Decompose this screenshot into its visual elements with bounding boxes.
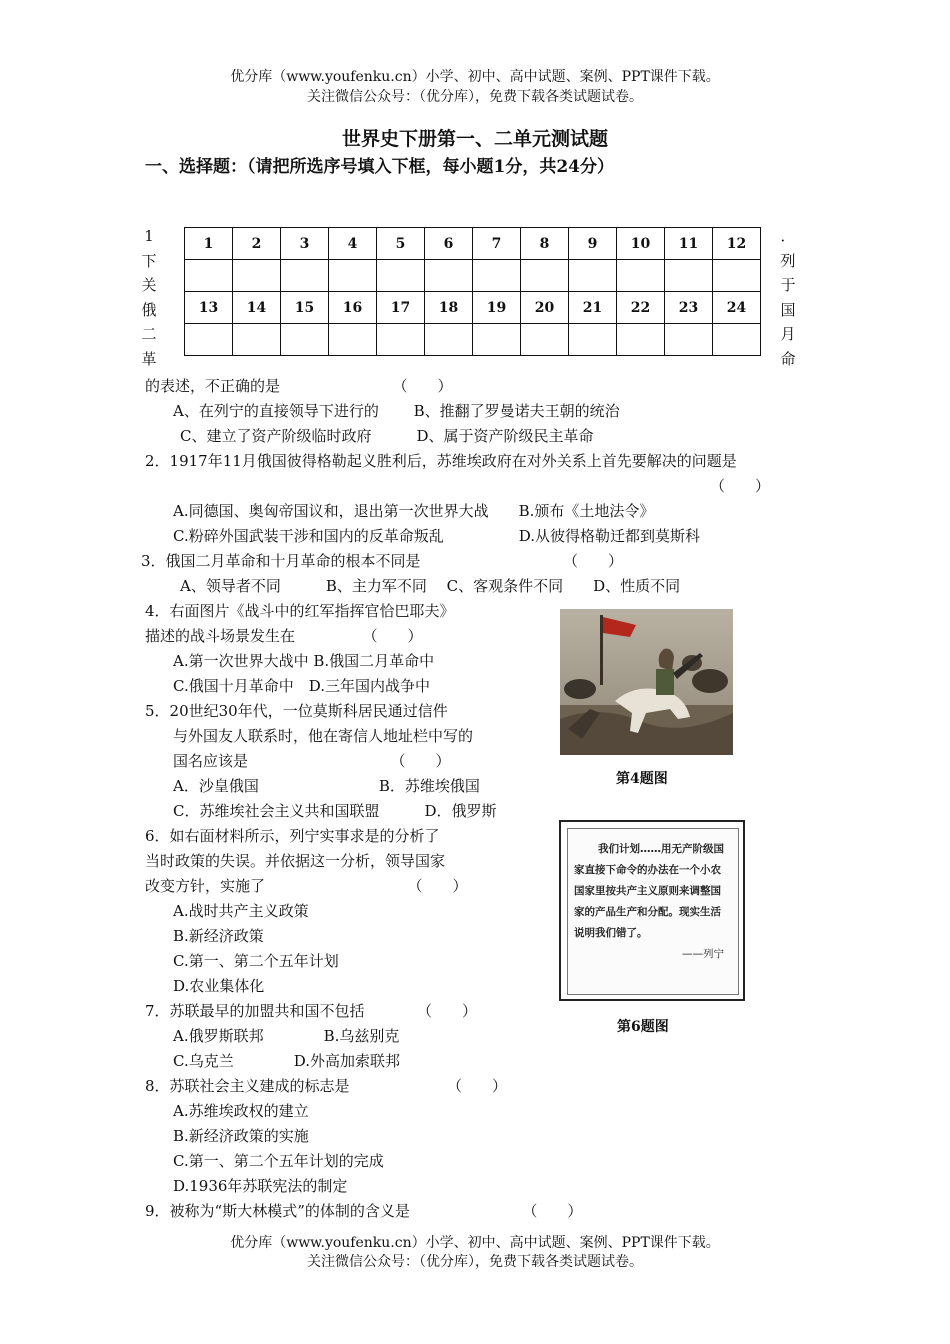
answer-cell[interactable] bbox=[281, 324, 329, 356]
answer-cell[interactable] bbox=[665, 324, 713, 356]
grid-number: 10 bbox=[617, 228, 665, 260]
q1-char: 下 bbox=[141, 251, 157, 270]
section-heading: 一、选择题：（请把所选序号填入下框，每小题1分，共24分） bbox=[145, 157, 614, 177]
answer-cell[interactable] bbox=[617, 260, 665, 292]
quote-line: 国家里按共产主义原则来调整国 bbox=[574, 885, 721, 897]
answer-cell[interactable] bbox=[329, 324, 377, 356]
answer-cell[interactable] bbox=[569, 260, 617, 292]
q3-stem: 3．俄国二月革命和十月革命的根本不同是 （ ） bbox=[141, 552, 624, 570]
grid-number: 16 bbox=[329, 292, 377, 324]
q2-options-ab: A.同德国、奥匈帝国议和，退出第一次世界大战 B.颁布《土地法令》 bbox=[173, 502, 655, 520]
q8-option-d: D.1936年苏联宪法的制定 bbox=[173, 1177, 348, 1195]
grid-answer-row bbox=[185, 324, 761, 356]
quote-line: 我们计划……用无产阶级国 bbox=[598, 843, 724, 855]
q6-quote-box bbox=[559, 820, 745, 1001]
header-line-2: 关注微信公众号：（优分库），免费下载各类试题试卷。 bbox=[307, 89, 643, 105]
q4-options-ab: A.第一次世界大战中 B.俄国二月革命中 bbox=[173, 652, 435, 670]
q6-quote-paper bbox=[567, 828, 739, 995]
grid-number: 1 bbox=[185, 228, 233, 260]
grid-number: 2 bbox=[233, 228, 281, 260]
q1-options-cd: C、建立了资产阶级临时政府 D、属于资产阶级民主革命 bbox=[180, 427, 594, 445]
grid-number: 3 bbox=[281, 228, 329, 260]
grid-number: 15 bbox=[281, 292, 329, 324]
grid-number: 20 bbox=[521, 292, 569, 324]
q6-stem-1: 6．如右面材料所示，列宁实事求是的分析了 bbox=[145, 827, 440, 845]
grid-number: 17 bbox=[377, 292, 425, 324]
q1-right-column bbox=[778, 224, 798, 371]
footer-line-1: 优分库（www.youfenku.cn）小学、初中、高中试题、案例、PPT课件下载。 bbox=[230, 1235, 720, 1251]
grid-number: 8 bbox=[521, 228, 569, 260]
q5-stem-3: 国名应该是 （ ） bbox=[173, 752, 451, 770]
q6-option-d: D.农业集体化 bbox=[173, 977, 265, 995]
q5-stem-1: 5．20世纪30年代，一位莫斯科居民通过信件 bbox=[145, 702, 448, 720]
answer-cell[interactable] bbox=[713, 260, 761, 292]
grid-number: 5 bbox=[377, 228, 425, 260]
answer-cell[interactable] bbox=[329, 260, 377, 292]
q9-stem: 9．被称为“斯大林模式”的体制的含义是 （ ） bbox=[145, 1202, 583, 1220]
q1-stem: 的表述，不正确的是 （ ） bbox=[145, 377, 453, 395]
quote-author: ——列宁 bbox=[682, 948, 724, 960]
q2-paren: （ ） bbox=[710, 477, 771, 495]
q1-left-column bbox=[139, 224, 159, 371]
q4-figure-caption: 第4题图 bbox=[616, 771, 668, 787]
cavalry-painting-icon bbox=[560, 609, 733, 755]
q7-options-ab: A.俄罗斯联邦 B.乌兹别克 bbox=[173, 1027, 400, 1045]
grid-header-row bbox=[185, 228, 761, 260]
q1-char: 月 bbox=[780, 325, 796, 343]
grid-number: 7 bbox=[473, 228, 521, 260]
grid-number: 4 bbox=[329, 228, 377, 260]
answer-cell[interactable] bbox=[473, 260, 521, 292]
quote-line: 说明我们错了。 bbox=[574, 927, 648, 939]
q6-stem-3: 改变方针，实施了 （ ） bbox=[145, 877, 468, 895]
grid-number: 14 bbox=[233, 292, 281, 324]
grid-header-row bbox=[185, 292, 761, 324]
q8-option-b: B.新经济政策的实施 bbox=[173, 1127, 309, 1145]
answer-cell[interactable] bbox=[233, 324, 281, 356]
q6-stem-2: 当时政策的失误。并依据这一分析，领导国家 bbox=[145, 852, 446, 870]
header-line-1: 优分库（www.youfenku.cn）小学、初中、高中试题、案例、PPT课件下载。 bbox=[230, 69, 720, 85]
answer-grid bbox=[184, 227, 761, 356]
q6-option-c: C.第一、第二个五年计划 bbox=[173, 952, 339, 970]
q4-options-cd: C.俄国十月革命中 D.三年国内战争中 bbox=[173, 677, 430, 695]
q1-char: 革 bbox=[141, 349, 157, 368]
answer-cell[interactable] bbox=[377, 260, 425, 292]
quote-line: 家的产品生产和分配。现实生活 bbox=[574, 906, 721, 918]
answer-cell[interactable] bbox=[425, 324, 473, 356]
answer-cell[interactable] bbox=[425, 260, 473, 292]
quote-line: 家直接下命令的办法在一个小农 bbox=[574, 864, 721, 876]
q2-stem: 2．1917年11月俄国彼得格勒起义胜利后，苏维埃政府在对外关系上首先要解决的问题是 bbox=[145, 452, 737, 470]
q6-option-a: A.战时共产主义政策 bbox=[173, 902, 309, 920]
q1-char: 命 bbox=[780, 349, 796, 368]
q1-char: 国 bbox=[780, 300, 796, 319]
grid-number: 18 bbox=[425, 292, 473, 324]
answer-cell[interactable] bbox=[521, 324, 569, 356]
q1-char: 关 bbox=[141, 276, 157, 294]
q1-char: 1 bbox=[144, 227, 154, 245]
answer-cell[interactable] bbox=[665, 260, 713, 292]
q1-char: 二 bbox=[141, 325, 157, 343]
footer-line-2: 关注微信公众号：（优分库），免费下载各类试题试卷。 bbox=[307, 1254, 643, 1270]
q8-stem: 8．苏联社会主义建成的标志是 （ ） bbox=[145, 1077, 508, 1095]
q6-quote-text bbox=[574, 839, 724, 965]
q7-options-cd: C.乌克兰 D.外高加索联邦 bbox=[173, 1052, 400, 1070]
q1-char: 列 bbox=[780, 251, 796, 270]
q6-figure-caption: 第6题图 bbox=[617, 1019, 669, 1035]
q7-stem: 7．苏联最早的加盟共和国不包括 （ ） bbox=[145, 1002, 478, 1020]
answer-cell[interactable] bbox=[185, 260, 233, 292]
q6-option-b: B.新经济政策 bbox=[173, 927, 264, 945]
grid-number: 23 bbox=[665, 292, 713, 324]
grid-number: 12 bbox=[713, 228, 761, 260]
grid-number: 22 bbox=[617, 292, 665, 324]
q5-options-cd: C．苏维埃社会主义共和国联盟 D．俄罗斯 bbox=[173, 802, 497, 820]
q8-option-a: A.苏维埃政权的建立 bbox=[173, 1102, 309, 1120]
answer-cell[interactable] bbox=[233, 260, 281, 292]
q4-painting-image bbox=[560, 609, 733, 755]
q1-char: 于 bbox=[780, 276, 796, 294]
q5-options-ab: A．沙皇俄国 B．苏维埃俄国 bbox=[173, 777, 480, 795]
q1-options-ab: A、在列宁的直接领导下进行的 B、推翻了罗曼诺夫王朝的统治 bbox=[173, 402, 620, 420]
grid-number: 19 bbox=[473, 292, 521, 324]
answer-cell[interactable] bbox=[473, 324, 521, 356]
answer-cell[interactable] bbox=[713, 324, 761, 356]
page-title: 世界史下册第一、二单元测试题 bbox=[341, 128, 608, 150]
q8-option-c: C.第一、第二个五年计划的完成 bbox=[173, 1152, 384, 1170]
grid-number: 13 bbox=[185, 292, 233, 324]
answer-cell[interactable] bbox=[569, 324, 617, 356]
grid-number: 24 bbox=[713, 292, 761, 324]
grid-answer-row bbox=[185, 260, 761, 292]
grid-number: 9 bbox=[569, 228, 617, 260]
q5-stem-2: 与外国友人联系时，他在寄信人地址栏中写的 bbox=[173, 727, 474, 745]
grid-number: 21 bbox=[569, 292, 617, 324]
q3-options: A、领导者不同 B、主力军不同 C、客观条件不同 D、性质不同 bbox=[180, 577, 681, 595]
answer-cell[interactable] bbox=[617, 324, 665, 356]
answer-cell[interactable] bbox=[377, 324, 425, 356]
answer-cell[interactable] bbox=[281, 260, 329, 292]
answer-cell[interactable] bbox=[185, 324, 233, 356]
q4-stem-1: 4．右面图片《战斗中的红军指挥官恰巴耶夫》 bbox=[145, 602, 455, 620]
q1-char: ． bbox=[780, 227, 796, 245]
q4-stem-2: 描述的战斗场景发生在 （ ） bbox=[145, 627, 423, 645]
answer-cell[interactable] bbox=[521, 260, 569, 292]
q1-char: 俄 bbox=[141, 300, 157, 319]
grid-number: 11 bbox=[665, 228, 713, 260]
q2-options-cd: C.粉碎外国武装干涉和国内的反革命叛乱 D.从彼得格勒迁都到莫斯科 bbox=[173, 527, 700, 545]
grid-number: 6 bbox=[425, 228, 473, 260]
